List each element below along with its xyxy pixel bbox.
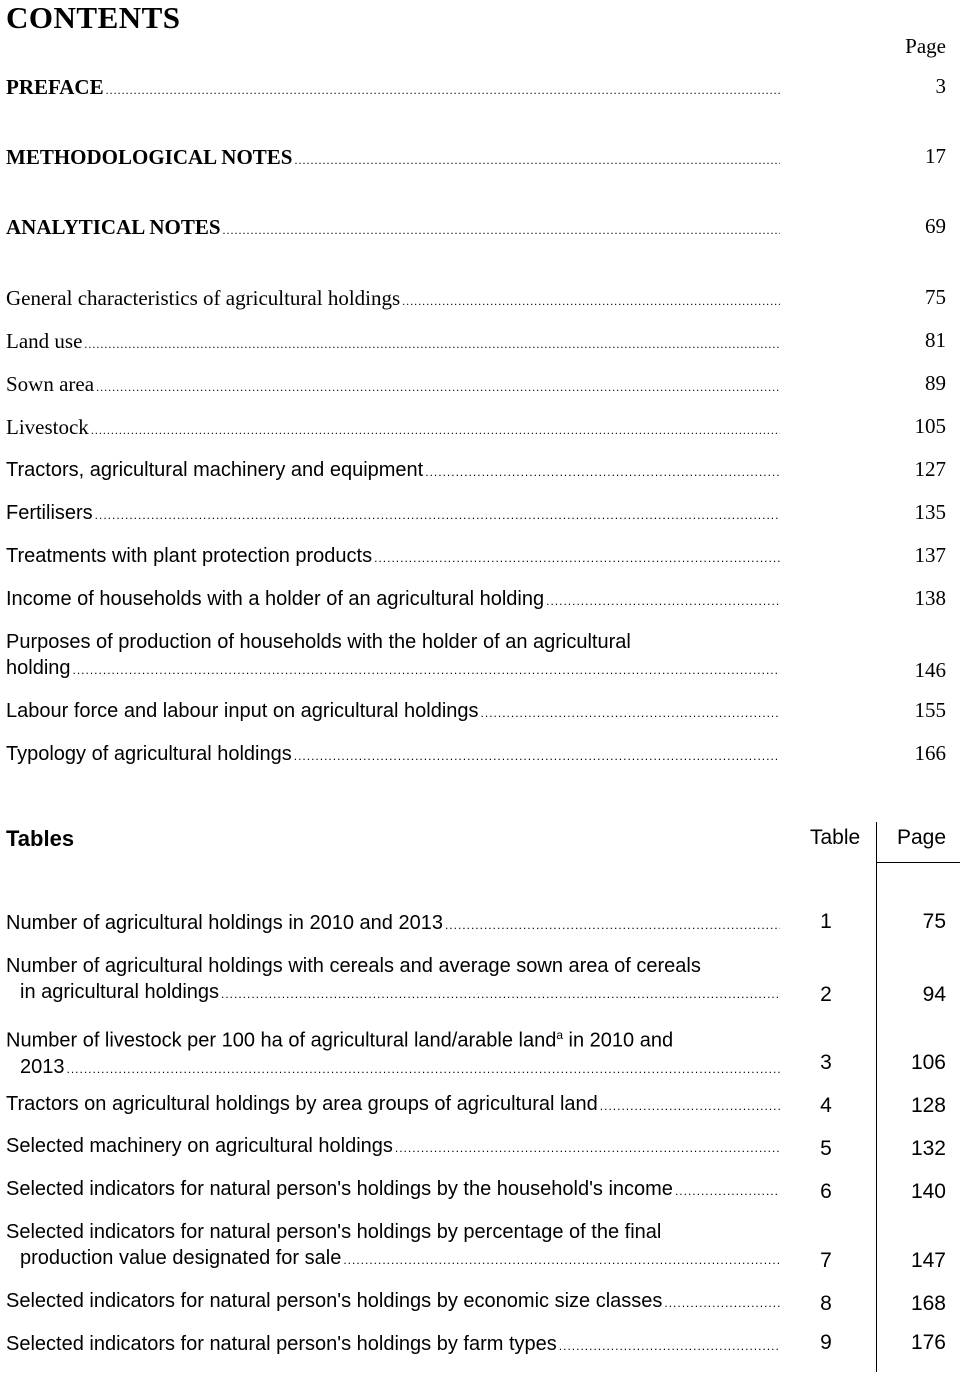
table-entry-label: Selected indicators for natural person's holdings by percentage of the final <box>6 1221 662 1243</box>
toc-page-number: 69 <box>925 214 946 238</box>
leader-dots <box>600 1093 780 1119</box>
toc-entry-label: Labour force and labour input on agricultural holdings <box>6 700 479 722</box>
leader-dots <box>395 1135 780 1161</box>
leader-dots <box>84 331 780 357</box>
table-entry[interactable] <box>6 953 780 1007</box>
table-entry-label: Selected indicators for natural person's holdings by farm types <box>6 1333 557 1355</box>
toc-page-number: 89 <box>925 371 946 395</box>
table-entry[interactable] <box>6 1022 780 1082</box>
toc-page-number: 105 <box>914 414 946 438</box>
table-entry-label: Number of livestock per 100 ha of agricultural land/arable land$^a$ in 2010 and <box>6 1028 674 1052</box>
table-number: 7 <box>820 1249 832 1272</box>
tables-section-title: Tables <box>6 826 75 851</box>
table-page-number: 75 <box>922 910 946 933</box>
toc-entry[interactable] <box>6 328 780 357</box>
table-number: 9 <box>820 1331 832 1354</box>
toc-page-number: 135 <box>914 500 946 524</box>
table-page-number: 168 <box>910 1292 946 1315</box>
toc-page-number: 75 <box>925 285 946 309</box>
leader-dots <box>294 743 780 769</box>
toc-entry-label: General characteristics of agricultural holdings <box>6 286 401 310</box>
toc-entry-label: Fertilisers <box>6 502 93 524</box>
toc-entry[interactable] <box>6 457 780 485</box>
leader-dots <box>664 1290 780 1316</box>
table-page-number: 106 <box>910 1051 946 1074</box>
table-entry-label: Tractors on agricultural holdings by area groups of agricultural land <box>6 1093 598 1115</box>
toc-page-number: 127 <box>914 457 946 481</box>
table-entry-label: Selected indicators for natural person's holdings by the household's income <box>6 1178 673 1200</box>
table-page-number: 132 <box>910 1137 946 1160</box>
toc-page-number: 137 <box>914 543 946 567</box>
toc-entry[interactable] <box>6 586 780 614</box>
table-entry-label: Number of agricultural holdings in 2010 and 2013 <box>6 912 443 934</box>
leader-dots <box>546 588 780 614</box>
table-number: 8 <box>820 1292 832 1315</box>
toc-entry-label: METHODOLOGICAL NOTES <box>6 145 293 169</box>
leader-dots <box>91 417 780 443</box>
toc-page-number: 146 <box>914 658 946 682</box>
toc-entry[interactable] <box>6 629 780 683</box>
toc-entry-label-cont: holding <box>6 657 71 679</box>
toc-entry-label: Livestock <box>6 415 89 439</box>
toc-entry[interactable] <box>6 371 780 400</box>
table-entry[interactable] <box>6 1219 780 1273</box>
table-number: 3 <box>820 1051 832 1074</box>
table-entry-label: Number of agricultural holdings with cereals and average sown area of cereals <box>6 955 701 977</box>
leader-dots <box>223 217 780 243</box>
toc-entry-label: Sown area <box>6 372 95 396</box>
toc-entry-methodological-notes[interactable] <box>6 144 780 173</box>
table-entry-label-cont: in agricultural holdings <box>20 981 220 1003</box>
toc-entry[interactable] <box>6 741 780 769</box>
footnote-marker: a <box>556 1028 563 1042</box>
table-entry[interactable] <box>6 1176 780 1204</box>
leader-dots <box>402 288 780 314</box>
toc-entry-label: ANALYTICAL NOTES <box>6 215 221 239</box>
toc-entry-label: Treatments with plant protection products <box>6 545 373 567</box>
toc-entry-label: Typology of agricultural holdings <box>6 743 292 765</box>
toc-entry-analytical-notes[interactable] <box>6 214 780 243</box>
toc-entry-label: Tractors, agricultural machinery and equipment <box>6 459 424 481</box>
leader-dots <box>294 147 780 173</box>
toc-page-number: 138 <box>914 586 946 610</box>
leader-dots <box>106 77 780 103</box>
toc-entry-label: Purposes of production of households with the holder of an agricultural <box>6 631 631 653</box>
page-title: CONTENTS <box>6 0 181 35</box>
toc-entry-label: Income of households with a holder of an agricultural holding <box>6 588 545 610</box>
header-underline <box>876 862 960 863</box>
toc-entry[interactable] <box>6 500 780 528</box>
table-entry[interactable] <box>6 1288 780 1316</box>
toc-entry-label: PREFACE <box>6 75 104 99</box>
toc-entry-label: Land use <box>6 329 83 353</box>
leader-dots <box>559 1333 780 1359</box>
leader-dots <box>96 374 780 400</box>
page-column-heading-tables: Page <box>896 826 946 849</box>
table-number: 6 <box>820 1180 832 1203</box>
leader-dots <box>95 502 780 528</box>
leader-dots <box>221 981 780 1007</box>
leader-dots <box>374 545 780 571</box>
table-number: 2 <box>820 983 832 1006</box>
toc-page-number: 155 <box>914 698 946 722</box>
table-page-number: 128 <box>910 1094 946 1117</box>
leader-dots <box>481 700 780 726</box>
leader-dots <box>67 1056 781 1082</box>
table-entry[interactable] <box>6 1091 780 1119</box>
table-number: 4 <box>820 1094 832 1117</box>
table-page-number: 176 <box>910 1331 946 1354</box>
toc-page-number: 166 <box>914 741 946 765</box>
table-page-number: 94 <box>922 983 946 1006</box>
leader-dots <box>425 459 780 485</box>
table-entry[interactable] <box>6 910 780 938</box>
toc-entry[interactable] <box>6 543 780 571</box>
leader-dots <box>73 657 780 683</box>
table-number: 1 <box>820 910 832 933</box>
table-entry[interactable] <box>6 1331 780 1359</box>
table-entry-label-cont: production value designated for sale <box>20 1247 342 1269</box>
toc-entry[interactable] <box>6 698 780 726</box>
column-divider <box>876 822 877 1372</box>
leader-dots <box>445 912 780 938</box>
table-number: 5 <box>820 1137 832 1160</box>
table-page-number: 140 <box>910 1180 946 1203</box>
table-entry-label: Selected machinery on agricultural holdings <box>6 1135 393 1157</box>
toc-entry[interactable] <box>6 285 780 314</box>
leader-dots <box>675 1178 780 1204</box>
toc-page-number: 81 <box>925 328 946 352</box>
toc-page-number: 3 <box>935 74 946 98</box>
table-entry-label-cont: 2013 <box>20 1055 65 1078</box>
table-page-number: 147 <box>910 1249 946 1272</box>
leader-dots <box>343 1247 780 1273</box>
table-entry[interactable] <box>6 1133 780 1161</box>
table-column-heading: Table <box>810 826 861 849</box>
toc-page-number: 17 <box>925 144 946 168</box>
toc-entry-preface[interactable] <box>6 74 780 103</box>
page-column-heading: Page <box>905 34 946 58</box>
toc-entry[interactable] <box>6 414 780 443</box>
table-entry-label: Selected indicators for natural person's holdings by economic size classes <box>6 1290 663 1312</box>
